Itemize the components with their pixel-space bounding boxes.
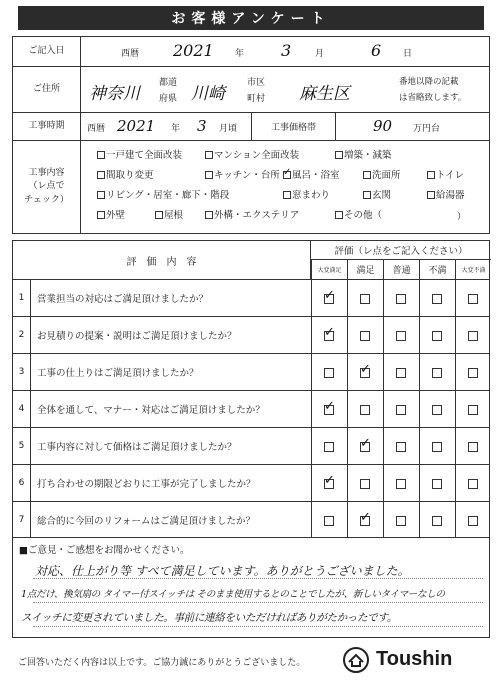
evaluation-row <box>13 464 489 501</box>
work-option-checkbox[interactable] <box>283 171 291 179</box>
work-option[interactable] <box>427 187 465 201</box>
address-city[interactable]: 川崎 <box>191 84 225 104</box>
evaluation-row <box>13 279 489 316</box>
price-label: 工事価格帯 <box>252 113 336 140</box>
rating-checkbox[interactable] <box>360 331 370 341</box>
work-option-checkbox[interactable] <box>283 191 291 199</box>
address-city-suffix: 市区 <box>247 78 266 88</box>
date-label: ご記入日 <box>13 37 81 66</box>
column-divider <box>419 354 420 390</box>
date-day[interactable]: 6 <box>371 41 382 60</box>
work-label <box>13 141 81 233</box>
work-label-line1: 工事内容 <box>28 167 65 178</box>
rating-checkbox[interactable] <box>432 368 442 378</box>
column-divider <box>383 391 384 427</box>
work-option-label: 一戸建て全面改装 <box>106 150 183 161</box>
footer-thanks: ご回答いただく内容は以上です。ご協力誠にありがとうございました。 <box>18 658 306 668</box>
work-option[interactable] <box>283 167 340 181</box>
question-text: 営業担当の対応はご満足頂けましたか？ <box>37 294 209 305</box>
column-divider <box>419 280 420 316</box>
column-divider <box>311 465 312 501</box>
column-divider <box>347 280 348 316</box>
rating-checkbox[interactable] <box>468 442 478 452</box>
column-divider <box>311 391 312 427</box>
rating-checkbox[interactable] <box>432 405 442 415</box>
column-divider <box>383 465 384 501</box>
column-divider <box>455 354 456 390</box>
question-number: 7 <box>13 502 31 538</box>
work-option-checkbox[interactable] <box>97 191 105 199</box>
question-number: 2 <box>13 317 31 353</box>
question-text: 総合的に今回のリフォームはご満足頂けましたか？ <box>37 516 256 527</box>
address-note-line2: は省略致します。 <box>399 93 467 103</box>
work-option[interactable] <box>97 167 154 181</box>
rating-checkbox[interactable] <box>360 516 370 526</box>
rating-checkbox[interactable] <box>360 368 370 378</box>
work-option-label: マンション全面改装 <box>214 150 300 161</box>
date-row <box>13 37 489 67</box>
work-option-label: リビング・居室・廊下・階段 <box>106 190 230 201</box>
period-year-unit: 年 <box>171 124 181 134</box>
work-option[interactable] <box>335 147 392 161</box>
evaluation-row <box>13 353 489 390</box>
column-divider <box>419 465 420 501</box>
work-option[interactable] <box>97 207 125 221</box>
date-era: 西暦 <box>121 49 140 59</box>
column-divider <box>455 428 456 464</box>
work-option-checkbox[interactable] <box>97 211 105 219</box>
address-label: ご住所 <box>13 67 81 112</box>
address-row <box>13 67 489 113</box>
toushin-logo-icon <box>343 647 369 673</box>
rating-checkbox[interactable] <box>468 368 478 378</box>
work-option-checkbox[interactable] <box>97 151 105 159</box>
period-row <box>13 113 489 141</box>
brand-name: Toushin <box>376 648 453 670</box>
rating-checkbox[interactable] <box>360 442 370 452</box>
period-era: 西暦 <box>87 124 106 134</box>
work-row <box>13 141 489 233</box>
evaluation-level-header: 大変不満 <box>455 260 491 279</box>
work-option-checkbox[interactable] <box>97 171 105 179</box>
work-other-close: ） <box>457 212 467 222</box>
work-option-label: キッチン・台所 <box>214 170 280 181</box>
date-month-unit: 月 <box>315 49 325 59</box>
address-prefecture[interactable]: 神奈川 <box>89 84 140 104</box>
work-option-checkbox[interactable] <box>363 191 371 199</box>
work-option-label: 風呂・浴室 <box>292 170 340 181</box>
evaluation-row <box>13 316 489 353</box>
column-divider <box>311 502 312 538</box>
comment-rule <box>33 602 483 603</box>
rating-checkbox[interactable] <box>432 516 442 526</box>
column-divider <box>455 465 456 501</box>
work-option[interactable] <box>335 207 382 221</box>
column-divider <box>311 280 312 316</box>
address-pref-suffix-top: 都道 <box>159 78 178 88</box>
work-option-label: 外構・エクステリア <box>214 210 300 221</box>
column-divider <box>455 280 456 316</box>
price-unit: 万円台 <box>413 124 441 134</box>
date-day-unit: 日 <box>403 49 413 59</box>
rating-checkbox[interactable] <box>396 405 406 415</box>
column-divider <box>311 354 312 390</box>
rating-checkbox[interactable] <box>396 516 406 526</box>
work-option-checkbox[interactable] <box>205 171 213 179</box>
rating-checkbox[interactable] <box>468 405 478 415</box>
column-divider <box>419 502 420 538</box>
question-text: 全体を通して、マナー・対応はご満足頂けましたか？ <box>37 405 265 416</box>
rating-checkbox[interactable] <box>396 331 406 341</box>
comment-line-3[interactable]: スイッチに変更されていました。事前に連絡をいただければありがたかったです。 <box>21 612 397 624</box>
rating-checkbox[interactable] <box>360 479 370 489</box>
work-option-checkbox[interactable] <box>427 171 435 179</box>
evaluation-row <box>13 501 489 538</box>
question-text: お見積りの提案・説明はご満足頂けましたか？ <box>37 331 237 342</box>
column-divider <box>455 502 456 538</box>
work-label-line2: （レ点で <box>28 181 65 192</box>
work-option-label: 玄関 <box>372 190 392 201</box>
work-option-label: その他（ <box>344 210 383 221</box>
comment-line-2[interactable]: 1点だけ、換気扇の タイマー付スイッチは そのまま使用するとのことでしたが、新しいタイマーなしの <box>21 589 445 600</box>
rating-checkbox[interactable] <box>468 294 478 304</box>
evaluation-level-header: 満足 <box>347 260 383 279</box>
column-divider <box>383 354 384 390</box>
column-divider <box>455 317 456 353</box>
price-value[interactable]: 90 <box>373 117 393 135</box>
rating-checkbox[interactable] <box>432 331 442 341</box>
work-option-checkbox[interactable] <box>155 211 163 219</box>
work-option-checkbox[interactable] <box>205 151 213 159</box>
work-option[interactable] <box>97 187 229 201</box>
rating-checkbox[interactable] <box>432 442 442 452</box>
rating-checkbox[interactable] <box>324 331 334 341</box>
work-option-label: 増築・減築 <box>344 150 392 161</box>
rating-checkbox[interactable] <box>468 479 478 489</box>
question-number: 3 <box>13 354 31 390</box>
column-divider <box>347 391 348 427</box>
rating-checkbox[interactable] <box>396 442 406 452</box>
period-month[interactable]: 3 <box>197 117 207 135</box>
date-year[interactable]: 2021 <box>173 41 214 60</box>
address-ward[interactable]: 麻生区 <box>299 84 350 104</box>
column-divider <box>419 428 420 464</box>
question-number: 6 <box>13 465 31 501</box>
column-divider <box>311 428 312 464</box>
date-month[interactable]: 3 <box>281 41 292 60</box>
evaluation-row <box>13 427 489 464</box>
rating-checkbox[interactable] <box>432 479 442 489</box>
work-option-checkbox[interactable] <box>335 151 343 159</box>
column-divider <box>347 354 348 390</box>
address-note-line1: 番地以降の記載 <box>399 77 459 87</box>
period-month-unit: 月頃 <box>219 124 238 134</box>
column-divider <box>383 428 384 464</box>
rating-checkbox[interactable] <box>324 442 334 452</box>
rating-checkbox[interactable] <box>468 331 478 341</box>
evaluation-row <box>13 390 489 427</box>
rating-checkbox[interactable] <box>396 479 406 489</box>
comment-line-1[interactable]: 対応、仕上がり等 すべて満足しています。ありがとうございました。 <box>35 564 410 578</box>
work-option[interactable] <box>97 147 182 161</box>
survey-title: お客様アンケート <box>18 6 484 30</box>
work-option-checkbox[interactable] <box>335 211 343 219</box>
rating-checkbox[interactable] <box>432 294 442 304</box>
question-number: 4 <box>13 391 31 427</box>
rating-checkbox[interactable] <box>360 405 370 415</box>
question-number: 5 <box>13 428 31 464</box>
work-option[interactable] <box>363 167 401 181</box>
evaluation-header-rating: 評価（レ点をご記入ください） <box>334 246 468 257</box>
work-option-label: 洗面所 <box>372 170 401 181</box>
work-option-checkbox[interactable] <box>363 171 371 179</box>
work-option[interactable] <box>205 167 280 181</box>
work-option-label: 窓まわり <box>292 190 331 201</box>
work-option[interactable] <box>283 187 330 201</box>
evaluation-level-header: 不満 <box>419 260 455 279</box>
work-option[interactable] <box>427 167 464 181</box>
question-number: 1 <box>13 280 31 316</box>
evaluation-level-header: 普通 <box>383 260 419 279</box>
work-option-label: 屋根 <box>164 210 184 221</box>
rating-checkbox[interactable] <box>360 294 370 304</box>
column-divider <box>347 502 348 538</box>
column-divider <box>311 317 312 353</box>
work-label-line3: チェック） <box>24 194 69 205</box>
question-text: 工事の仕上りはご満足頂けましたか？ <box>37 368 199 379</box>
work-option-label: 間取り変更 <box>106 170 154 181</box>
column-divider <box>347 317 348 353</box>
comment-rule <box>33 626 483 627</box>
column-divider <box>455 391 456 427</box>
work-option-checkbox[interactable] <box>427 191 435 199</box>
period-year[interactable]: 2021 <box>117 117 156 135</box>
work-option-checkbox[interactable] <box>205 211 213 219</box>
work-option[interactable] <box>205 147 299 161</box>
rating-checkbox[interactable] <box>396 294 406 304</box>
work-option-label: 外壁 <box>106 210 126 221</box>
rating-checkbox[interactable] <box>324 368 334 378</box>
evaluation-header <box>13 241 489 279</box>
column-divider <box>347 465 348 501</box>
rating-checkbox[interactable] <box>468 516 478 526</box>
work-option-label: トイレ <box>436 170 465 181</box>
evaluation-table <box>12 240 490 538</box>
column-divider <box>383 317 384 353</box>
question-text: 工事内容に対して価格はご満足頂けましたか？ <box>37 442 237 453</box>
column-divider <box>347 428 348 464</box>
evaluation-header-item: 評 価 内 容 <box>13 241 311 279</box>
date-year-unit: 年 <box>235 49 245 59</box>
column-divider <box>419 317 420 353</box>
rating-checkbox[interactable] <box>324 405 334 415</box>
work-option-label: 給湯器 <box>436 190 465 201</box>
rating-checkbox[interactable] <box>324 479 334 489</box>
column-divider <box>419 391 420 427</box>
work-option[interactable] <box>363 187 391 201</box>
rating-checkbox[interactable] <box>396 368 406 378</box>
column-divider <box>383 502 384 538</box>
question-text: 打ち合わせの期限どおりに工事が完了しましたか？ <box>37 479 256 490</box>
work-option[interactable] <box>205 207 299 221</box>
rating-checkbox[interactable] <box>324 294 334 304</box>
address-pref-suffix-bottom: 府県 <box>159 94 178 104</box>
customer-info-section <box>12 36 490 234</box>
work-option[interactable] <box>155 207 183 221</box>
address-town-suffix: 町村 <box>247 94 266 104</box>
column-divider <box>383 280 384 316</box>
comments-label: ■ご意見・ご感想をお聞かせください。 <box>19 545 190 556</box>
comments-section <box>12 538 490 638</box>
rating-checkbox[interactable] <box>324 516 334 526</box>
period-label: 工事時期 <box>13 113 81 140</box>
evaluation-level-header: 大変満足 <box>311 260 347 279</box>
